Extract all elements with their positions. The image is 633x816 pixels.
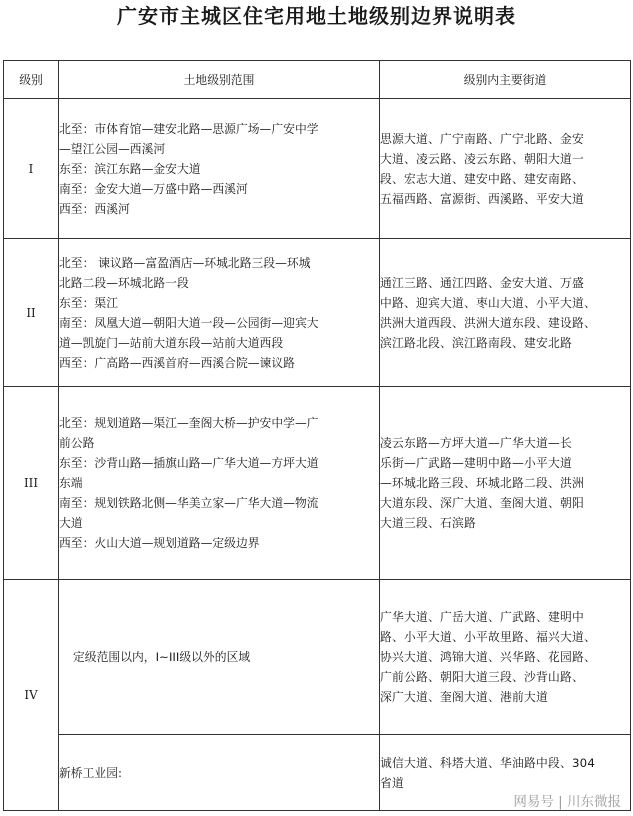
scope-line: 西至：广高路—西溪首府—西溪合院—谏议路 bbox=[59, 355, 295, 370]
scope-line: 西至：西溪河 bbox=[59, 201, 130, 216]
streets-line: 协兴大道、鸿锦大道、兴华路、花园路、 bbox=[380, 650, 596, 664]
streets-line: 诚信大道、科塔大道、华油路中段、304 bbox=[380, 755, 596, 770]
scope-line: 道—凯旋门—站前大道东段—站前大道西段 bbox=[59, 335, 284, 350]
scope-cell bbox=[59, 387, 380, 580]
streets-cell bbox=[380, 580, 631, 735]
source-watermark: 网易号 | 川东微报 bbox=[513, 794, 621, 810]
header-level: 级别 bbox=[4, 61, 59, 99]
scope-line: 北至： 谏议路—富盈酒店—环城北路三段—环城 bbox=[59, 255, 311, 270]
scope-line: —望江公园—西溪河 bbox=[59, 141, 166, 156]
streets-cell bbox=[380, 387, 631, 580]
land-level-table bbox=[3, 60, 631, 811]
page-title: 广安市主城区住宅用地土地级别边界说明表 bbox=[117, 4, 516, 28]
level-cell: II bbox=[4, 239, 59, 387]
table-row-level-1 bbox=[4, 99, 631, 239]
streets-line: 深广大道、奎阁大道、港前大道 bbox=[380, 690, 548, 704]
streets-line: 省道 bbox=[380, 775, 404, 790]
scope-line: 东至：渠江 bbox=[59, 295, 118, 310]
streets-line: 通江三路、通江四路、金安大道、万盛 bbox=[380, 275, 584, 290]
scope-line: 南至：凤凰大道—朝阳大道一段—公园街—迎宾大 bbox=[59, 315, 319, 330]
scope-line: 东至：滨江东路—金安大道 bbox=[59, 161, 201, 176]
streets-line: 路、小平大道、小平故里路、福兴大道、 bbox=[380, 630, 596, 644]
scope-line: 南至：金安大道—万盛中路—西溪河 bbox=[59, 181, 248, 196]
streets-line: 中路、迎宾大道、枣山大道、小平大道、 bbox=[380, 295, 596, 310]
scope-cell: 新桥工业园: bbox=[59, 735, 380, 811]
table-row-level-2 bbox=[4, 239, 631, 387]
scope-line: 北至：市体育馆—建安北路—思源广场—广安中学 bbox=[59, 121, 319, 136]
scope-line: 北路二段—环城北路一段 bbox=[59, 275, 189, 290]
streets-line: 乐街—广武路—建明中路—小平大道 bbox=[380, 456, 572, 470]
streets-line: 大道东段、深广大道、奎阁大道、朝阳 bbox=[380, 496, 584, 510]
scope-line: 东至：沙背山路—插旗山路—广华大道—方坪大道 bbox=[59, 456, 319, 470]
table-row-level-3 bbox=[4, 387, 631, 580]
streets-line: 段、宏志大道、建安中路、建安南路、 bbox=[380, 171, 584, 186]
level-cell: I bbox=[4, 99, 59, 239]
streets-cell bbox=[380, 99, 631, 239]
scope-cell bbox=[59, 239, 380, 387]
streets-line: 思源大道、广宁南路、广宁北路、金安 bbox=[380, 131, 584, 146]
level-cell: III bbox=[4, 387, 59, 580]
scope-cell: 定级范围以内，I~III级以外的区域 bbox=[59, 580, 380, 735]
scope-cell bbox=[59, 99, 380, 239]
scope-line: 南至：规划铁路北侧—华美立家—广华大道—物流 bbox=[59, 496, 319, 510]
streets-line: 五福西路、富源街、西溪路、平安大道 bbox=[380, 191, 584, 206]
streets-line: 凌云东路—方坪大道—广华大道—长 bbox=[380, 436, 572, 450]
scope-line: 北至：规划道路—渠江—奎阁大桥—护安中学—广 bbox=[59, 416, 319, 430]
streets-line: 洪洲大道西段、洪洲大道东段、建设路、 bbox=[380, 315, 596, 330]
header-scope: 土地级别范围 bbox=[59, 61, 380, 99]
streets-line: 滨江路北段、滨江路南段、建安北路 bbox=[380, 335, 572, 350]
scope-line: 大道 bbox=[59, 516, 83, 530]
streets-line: 广前公路、朝阳大道三段、沙背山路、 bbox=[380, 670, 584, 684]
streets-line: 大道三段、石滨路 bbox=[380, 516, 476, 530]
streets-line: 大道、凌云路、凌云东路、朝阳大道一 bbox=[380, 151, 584, 166]
scope-line: 前公路 bbox=[59, 436, 95, 450]
streets-cell bbox=[380, 239, 631, 387]
scope-line: 东端 bbox=[59, 476, 83, 490]
scope-line: 西至：火山大道—规划道路—定级边界 bbox=[59, 536, 260, 550]
streets-line: 广华大道、广岳大道、广武路、建明中 bbox=[380, 610, 584, 624]
header-streets: 级别内主要街道 bbox=[380, 61, 631, 99]
streets-line: —环城北路三段、环城北路二段、洪洲 bbox=[380, 476, 584, 490]
table-row-level-4a bbox=[4, 580, 631, 735]
level-cell: IV bbox=[4, 580, 59, 811]
table-header-row bbox=[4, 61, 631, 99]
